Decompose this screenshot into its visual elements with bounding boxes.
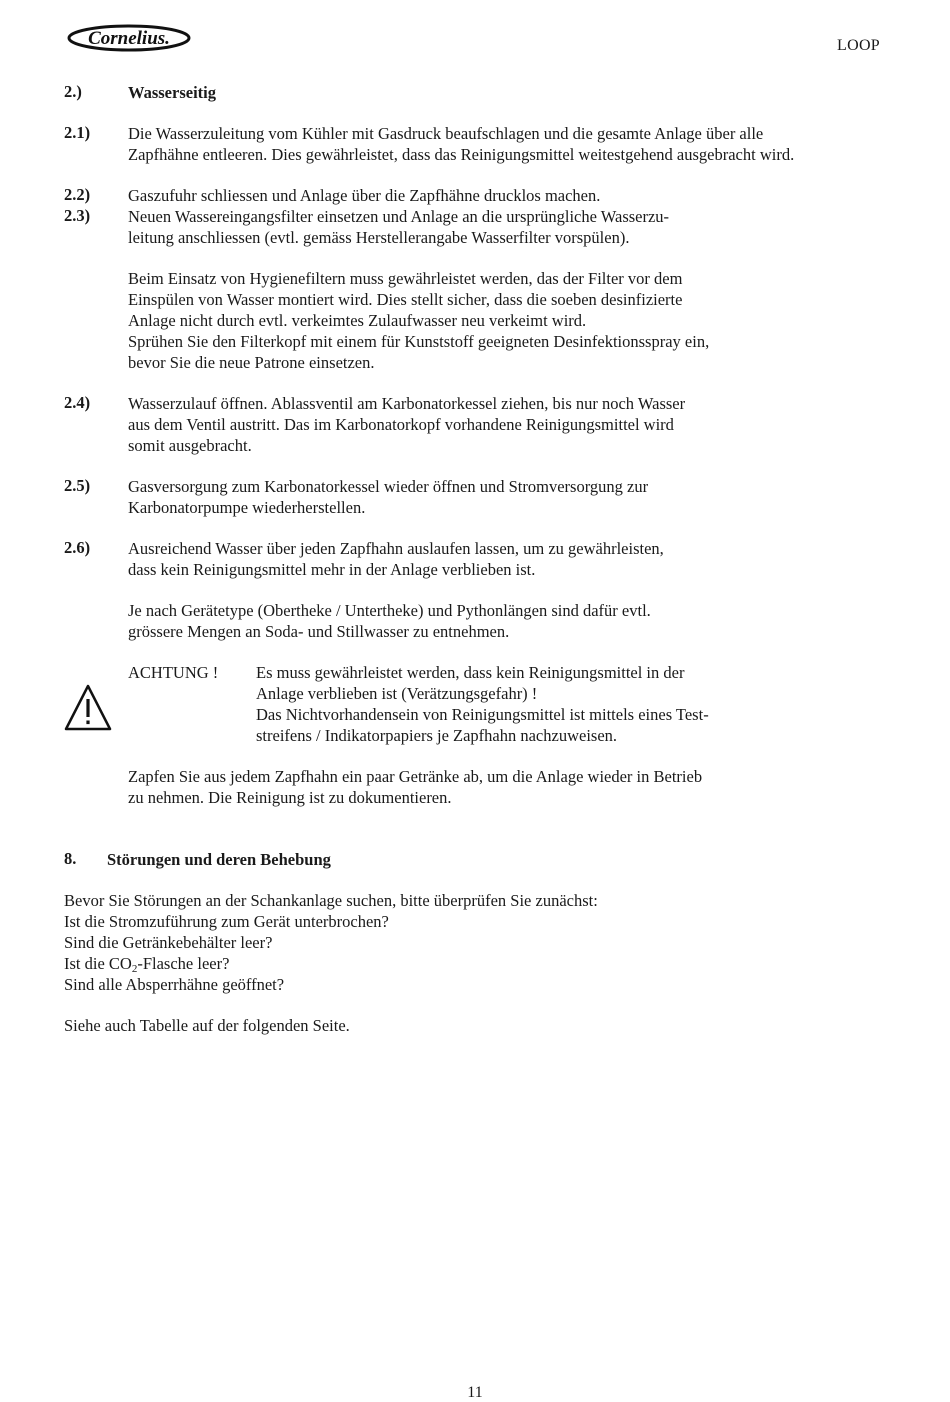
warning-line: Anlage verblieben ist (Verätzungsgefahr) ! [256, 684, 538, 703]
item-number: 2.6) [64, 538, 91, 557]
text-line: Sprühen Sie den Filterkopf mit einem für Kunststoff geeigneten Desinfektionsspray ein, [128, 332, 710, 351]
text-line: Gaszufuhr schliessen und Anlage über die Zapfhähne drucklos machen. [128, 186, 601, 205]
warning-line: Das Nichtvorhandensein von Reinigungsmittel ist mittels eines Test- [256, 705, 709, 724]
text-line: aus dem Ventil austritt. Das im Karbonatorkopf vorhandene Reinigungsmittel wird [128, 415, 674, 434]
warning-line: Es muss gewährleistet werden, dass kein Reinigungsmittel in der [256, 663, 685, 682]
section-title: Störungen und deren Behebung [107, 850, 331, 869]
text-line: dass kein Reinigungsmittel mehr in der Anlage verblieben ist. [128, 560, 536, 579]
page-number: 11 [467, 1384, 483, 1401]
text-line: Je nach Gerätetype (Obertheke / Untertheke) und Pythonlängen sind dafür evtl. [128, 601, 651, 620]
text-line: Gasversorgung zum Karbonatorkessel wieder öffnen und Stromversorgung zur [128, 477, 649, 496]
text-line: Anlage nicht durch evtl. verkeimtes Zulaufwasser neu verkeimt wird. [128, 311, 587, 330]
text-line: Zapfhähne entleeren. Dies gewährleistet, dass das Reinigungsmittel weitestgehend ausgebracht wird. [128, 145, 795, 164]
text-line: bevor Sie die neue Patrone einsetzen. [128, 353, 375, 372]
text-line: leitung anschliessen (evtl. gemäss Herstellerangabe Wasserfilter vorspülen). [128, 228, 630, 247]
warning-triangle-icon [63, 683, 113, 733]
co2-subscript: 2 [131, 963, 138, 975]
text-line: Beim Einsatz von Hygienefiltern muss gewährleistet werden, das der Filter vor dem [128, 269, 683, 288]
warning-line: streifens / Indikatorpapiers je Zapfhahn nachzuweisen. [256, 726, 618, 745]
item-number: 2.2) [64, 185, 91, 204]
checklist-item: Sind die Getränkebehälter leer? [64, 933, 273, 952]
warning-label: ACHTUNG ! [128, 663, 219, 682]
text-line: Bevor Sie Störungen an der Schankanlage suchen, bitte überprüfen Sie zunächst: [64, 891, 598, 910]
text-line: grössere Mengen an Soda- und Stillwasser zu entnehmen. [128, 622, 510, 641]
text-line: Zapfen Sie aus jedem Zapfhahn ein paar Getränke ab, um die Anlage wieder in Betrieb [128, 767, 703, 786]
text-line: Einspülen von Wasser montiert wird. Dies stellt sicher, dass die soeben desinfizierte [128, 290, 683, 309]
co2-question-end: -Flasche leer? [137, 954, 230, 973]
text-line: Siehe auch Tabelle auf der folgenden Seite. [64, 1016, 350, 1035]
text-line: Die Wasserzuleitung vom Kühler mit Gasdruck beaufschlagen und die gesamte Anlage über alle [128, 124, 764, 143]
checklist-item: Sind alle Absperrhähne geöffnet? [64, 975, 285, 994]
cornelius-logo [66, 20, 192, 56]
section-number: 8. [64, 849, 77, 868]
item-number: 2.3) [64, 206, 91, 225]
text-line: Ausreichend Wasser über jeden Zapfhahn auslaufen lassen, um zu gewährleisten, [128, 539, 664, 558]
text-line: Neuen Wassereingangsfilter einsetzen und Anlage an die ursprüngliche Wasserzu- [128, 207, 670, 226]
doc-title: LOOP [837, 37, 880, 54]
co2-question-start: Ist die CO [64, 954, 132, 973]
section-number: 2.) [64, 82, 82, 101]
text-line: Wasserzulauf öffnen. Ablassventil am Karbonatorkessel ziehen, bis nur noch Wasser [128, 394, 686, 413]
section-title: Wasserseitig [128, 83, 216, 102]
item-number: 2.1) [64, 123, 91, 142]
svg-text:Cornelius.: Cornelius. [88, 28, 170, 49]
checklist-item: Ist die Stromzuführung zum Gerät unterbrochen? [64, 912, 389, 931]
text-line: Karbonatorpumpe wiederherstellen. [128, 498, 366, 517]
item-number: 2.4) [64, 393, 91, 412]
text-line: zu nehmen. Die Reinigung ist zu dokumentieren. [128, 788, 452, 807]
item-number: 2.5) [64, 476, 91, 495]
text-line: somit ausgebracht. [128, 436, 252, 455]
